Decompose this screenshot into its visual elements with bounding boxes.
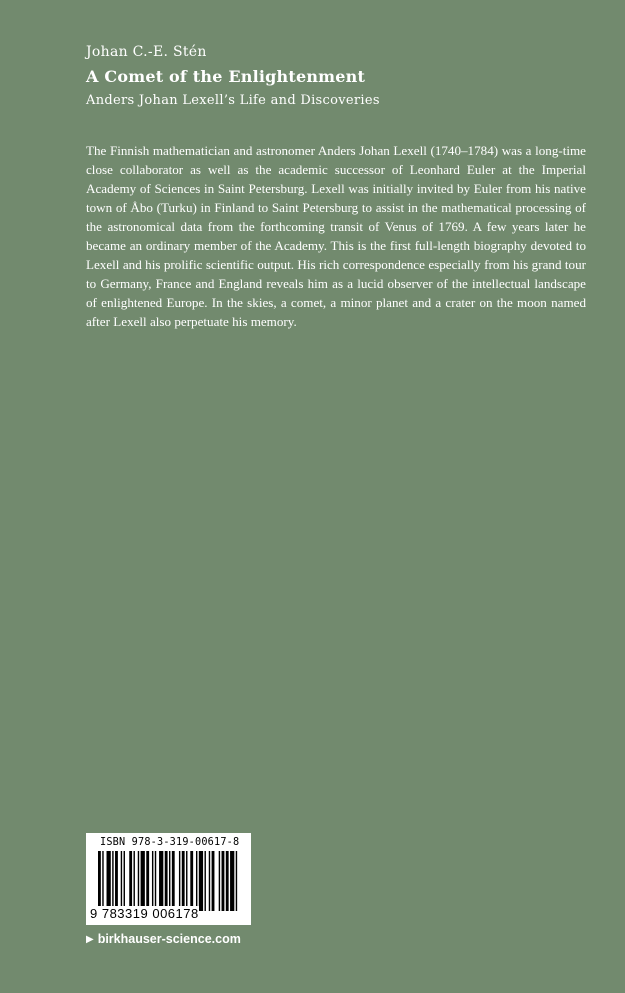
publisher-url: birkhauser-science.com <box>97 932 241 946</box>
barcode-digits: 9 783319 006178 <box>90 906 199 921</box>
book-author: Johan C.-E. Stén <box>86 44 207 60</box>
isbn-label: ISBN 978-3-319-00617-8 <box>100 837 240 848</box>
arrow-right-icon: ▶ <box>86 933 94 945</box>
publisher-link[interactable] <box>86 932 241 946</box>
book-subtitle: Anders Johan Lexell’s Life and Discoveries <box>86 93 380 108</box>
barcode-bars <box>98 851 240 911</box>
barcode <box>86 833 251 925</box>
book-title: A Comet of the Enlightenment <box>86 67 366 86</box>
book-description: The Finnish mathematician and astronomer Anders Johan Lexell (1740–1784) was a long-time close collaborator as well as the academic successor of Leonhard Euler at the Imperial Academy of Sciences in Saint Petersburg. Lexell was initially invited by Euler from his native town of Åbo (Turku) in Finland to Saint Petersburg to assist in the mathematical processing of the astronomical data from the forthcoming transit of Venus of 1769. A few years later he became an ordinary member of the Academy. This is the first full-length biography devoted to Lexell and his prolific scientific output. His rich correspondence especially from his grand tour to Germany, France and England reveals him as a lucid observer of the intellectual landscape of enlightened Europe. In the skies, a comet, a minor planet and a crater on the moon named after Lexell also perpetuate his memory. <box>86 143 586 329</box>
